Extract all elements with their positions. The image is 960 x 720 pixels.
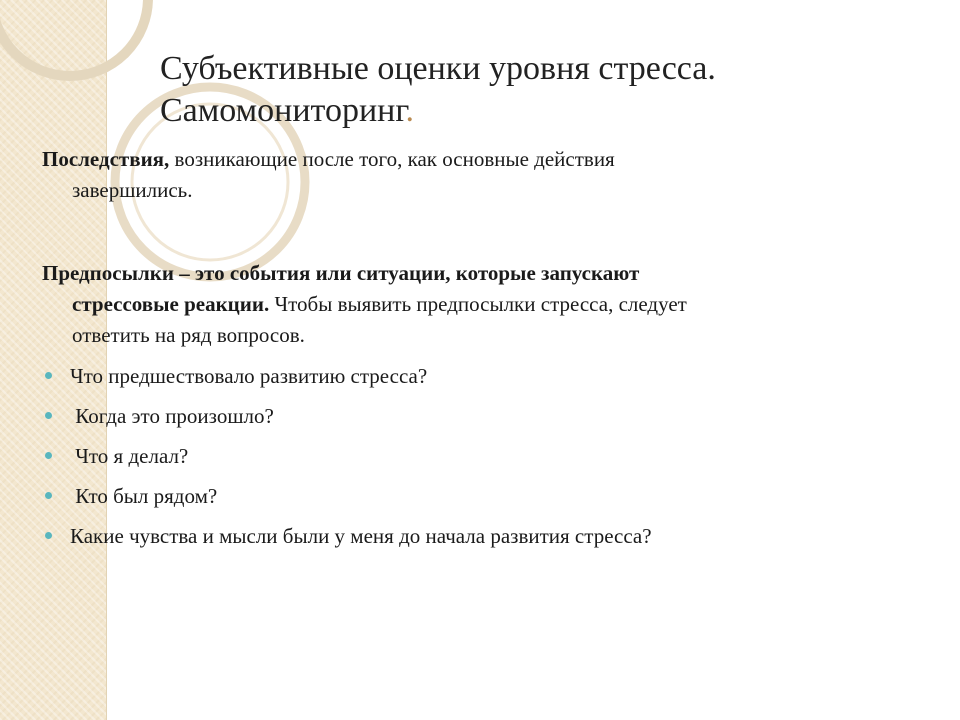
- ring-top: [0, 0, 148, 76]
- title-line-2: [160, 90, 900, 132]
- list-item: [42, 403, 902, 429]
- consequences-term: Последствия,: [42, 147, 170, 171]
- list-item: [42, 523, 902, 549]
- question-text: Кто был рядом?: [70, 484, 218, 508]
- consequences-text-a: возникающие после того, как основные действия: [169, 147, 615, 171]
- prerequisites-line-2: [42, 289, 902, 320]
- slide-title: [160, 48, 900, 132]
- prerequisites-term-a: Предпосылки – это события или ситуации, которые запускают: [42, 261, 640, 285]
- question-text: Когда это произошло?: [70, 404, 274, 428]
- prerequisites-paragraph: [42, 258, 902, 351]
- bullet-icon: [45, 492, 52, 499]
- list-item: [42, 363, 902, 389]
- prerequisites-term-b: стрессовые реакции.: [72, 292, 270, 316]
- title-line-1: Субъективные оценки уровня стресса.: [160, 50, 716, 87]
- consequences-paragraph: [42, 144, 902, 206]
- list-item: [42, 483, 902, 509]
- questions-list: [42, 363, 902, 549]
- bullet-icon: [45, 532, 52, 539]
- prerequisites-text-b: Чтобы выявить предпосылки стресса, следует: [269, 292, 687, 316]
- title-line-2-text: Самомониторинг: [160, 92, 406, 129]
- title-period: .: [405, 92, 414, 129]
- question-text: Что я делал?: [70, 444, 189, 468]
- list-item: [42, 443, 902, 469]
- consequences-text-b: завершились.: [72, 178, 193, 202]
- question-text: Что предшествовало развитию стресса?: [70, 364, 428, 388]
- bullet-icon: [45, 372, 52, 379]
- question-text: Какие чувства и мысли были у меня до начала развития стресса?: [70, 524, 652, 548]
- slide-body: [42, 144, 902, 563]
- bullet-icon: [45, 452, 52, 459]
- bullet-icon: [45, 412, 52, 419]
- prerequisites-text-c: ответить на ряд вопросов.: [72, 323, 305, 347]
